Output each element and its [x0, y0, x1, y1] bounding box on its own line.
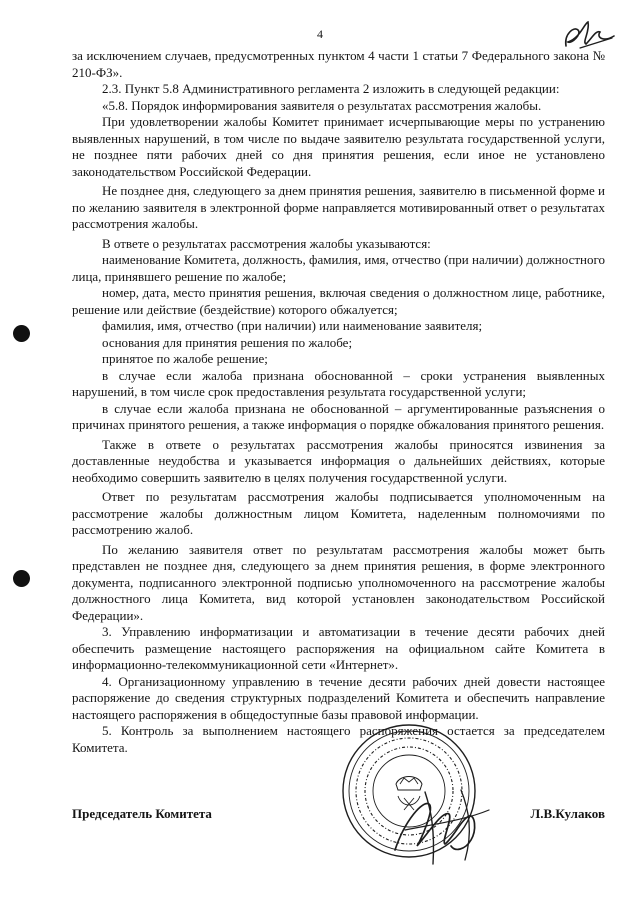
- paragraph: В ответе о результатах рассмотрения жалобы указываются:: [102, 235, 431, 251]
- paragraph: По желанию заявителя ответ по результатам рассмотрения жалобы может быть представлен не позднее дня, следующего за днем принятия решения, в форме электронного документа, подписанного электронной подписью уполномоченного на рассмотрение жалобы должностного лица Комитета, вид которой установлен законодательством Российской Федерации».: [72, 541, 605, 623]
- paragraph: фамилия, имя, отчество (при наличии) или наименование заявителя;: [102, 318, 483, 333]
- signer-name: Л.В.Кулаков: [530, 806, 605, 821]
- punch-hole: [13, 325, 30, 342]
- paragraph: Не позднее дня, следующего за днем принятия решения, заявителю в письменной форме и по желанию заявителя в электронной форме направляется мотивированный ответ о результатах рассмотрения жалобы.: [72, 183, 605, 231]
- page-number: 4: [317, 27, 323, 41]
- paragraph: 5. Контроль за выполнением настоящего распоряжения остается за председателем Комитета.: [72, 723, 605, 755]
- paragraph: в случае если жалоба признана обоснованной – сроки устранения выявленных нарушений, в том числе срок предоставления результата государственной услуги;: [72, 367, 605, 399]
- paragraph: Также в ответе о результатах рассмотрения жалобы приносятся извинения за доставленные неудобства и указывается информация о дальнейших действиях, которые необходимо совершить заявителю в целях получения государственной услуги.: [72, 436, 605, 485]
- document-body: [72, 48, 605, 756]
- paragraph: принятое по жалобе решение;: [102, 351, 268, 366]
- paragraph: 4. Организационному управлению в течение десяти рабочих дней довести настоящее распоряжение до сведения структурных подразделений Комитета и обеспечить направление настоящего распоряжения в общедоступные базы правовой информации.: [72, 673, 605, 722]
- paragraph: «5.8. Порядок информирования заявителя о результатах рассмотрения жалобы.: [102, 97, 542, 113]
- signer-title: Председатель Комитета: [72, 806, 212, 821]
- punch-hole: [13, 570, 30, 587]
- paragraph: 2.3. Пункт 5.8 Административного регламента 2 изложить в следующей редакции:: [102, 81, 560, 96]
- paragraph: Ответ по результатам рассмотрения жалобы подписывается уполномоченным на рассмотрение жалобы должностным лицом Комитета, наделенным полномочиями по рассмотрению жалоб.: [72, 489, 605, 537]
- paragraph: номер, дата, место принятия решения, включая сведения о должностном лице, работнике, решение или действие (бездействие) которого обжалуется;: [72, 285, 605, 317]
- paragraph: за исключением случаев, предусмотренных пунктом 4 части 1 статьи 7 Федерального закона № 210-ФЗ».: [72, 48, 605, 80]
- paragraph: наименование Комитета, должность, фамилия, имя, отчество (при наличии) должностного лица, принявшего решение по жалобе;: [72, 252, 605, 284]
- paragraph: При удовлетворении жалобы Комитет принимает исчерпывающие меры по устранению выявленных нарушений, в том числе по выдаче заявителю результата государственной услуги, не позднее пяти рабочих дней со дня принятия решения, если иное не установлено законодательством Российской Федерации.: [72, 114, 605, 179]
- handwritten-signature-icon: [385, 780, 495, 870]
- paragraph: 3. Управлению информатизации и автоматизации в течение десяти рабочих дней обеспечить размещение настоящего распоряжения на официальном сайте Комитета в информационно-телекоммуникационной сети «Интернет».: [72, 624, 605, 672]
- paragraph: в случае если жалоба признана не обоснованной – аргументированные разъяснения о причинах принятого решения, а также информация о порядке обжалования принятого решения.: [72, 400, 605, 432]
- paragraph: основания для принятия решения по жалобе;: [102, 334, 353, 350]
